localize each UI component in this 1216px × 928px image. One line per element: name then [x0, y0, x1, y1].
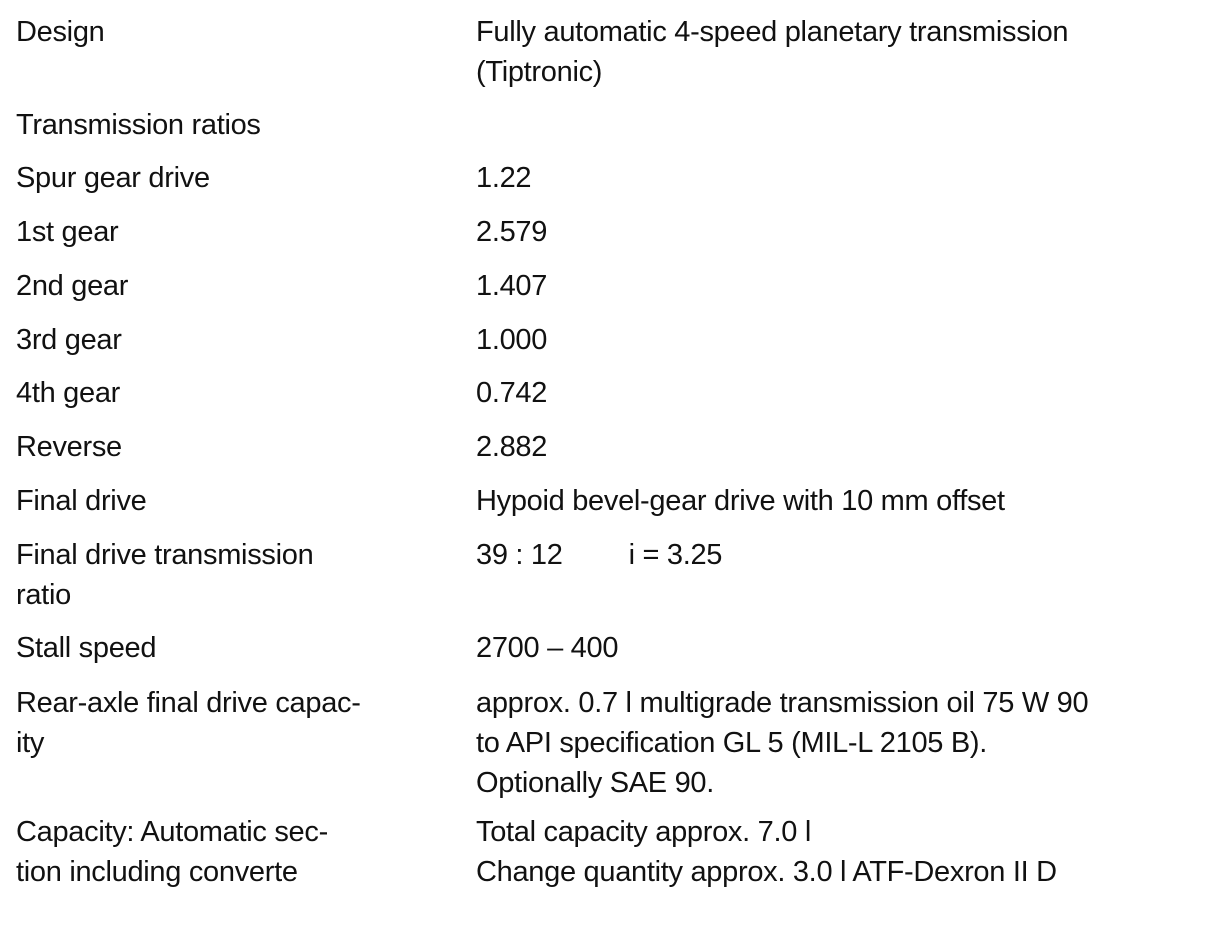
spec-value: 1.22 [476, 162, 532, 194]
spec-value: 2.579 [476, 216, 548, 248]
spec-value: 2700 – 400 [476, 632, 619, 664]
spec-label: Stall speed [16, 632, 157, 664]
spec-label: Capacity: Automatic sec- tion including converte [16, 816, 328, 888]
spec-label: Rear-axle final drive capac- ity [16, 687, 361, 759]
ratio-i-value: i = 3.25 [628, 539, 723, 571]
spec-label: Spur gear drive [16, 162, 210, 194]
spec-value: Total capacity approx. 7.0 l Change quantity approx. 3.0 l ATF-Dexron II D [476, 816, 1057, 888]
spec-value: 1.000 [476, 324, 548, 356]
spec-label: Transmission ratios [16, 109, 261, 141]
spec-value [476, 535, 1206, 575]
spec-value: Fully automatic 4-speed planetary transmission (Tiptronic) [476, 16, 1069, 88]
spec-label: 4th gear [16, 377, 121, 409]
spec-label: Design [16, 16, 105, 48]
spec-label: Reverse [16, 431, 122, 463]
spec-label: Final drive transmission ratio [16, 539, 314, 611]
spec-value: approx. 0.7 l multigrade transmission oil 75 W 90 to API specification GL 5 (MIL-L 2105 B). Optionally SAE 90. [476, 687, 1089, 799]
spec-label: 2nd gear [16, 270, 129, 302]
spec-value: Hypoid bevel-gear drive with 10 mm offset [476, 485, 1005, 517]
spec-label: Final drive [16, 485, 147, 517]
spec-value: 1.407 [476, 270, 548, 302]
spec-label: 1st gear [16, 216, 119, 248]
gear-tooth-ratio: 39 : 12 [476, 539, 563, 571]
spec-value: 0.742 [476, 377, 548, 409]
spec-label: 3rd gear [16, 324, 122, 356]
spec-value: 2.882 [476, 431, 548, 463]
